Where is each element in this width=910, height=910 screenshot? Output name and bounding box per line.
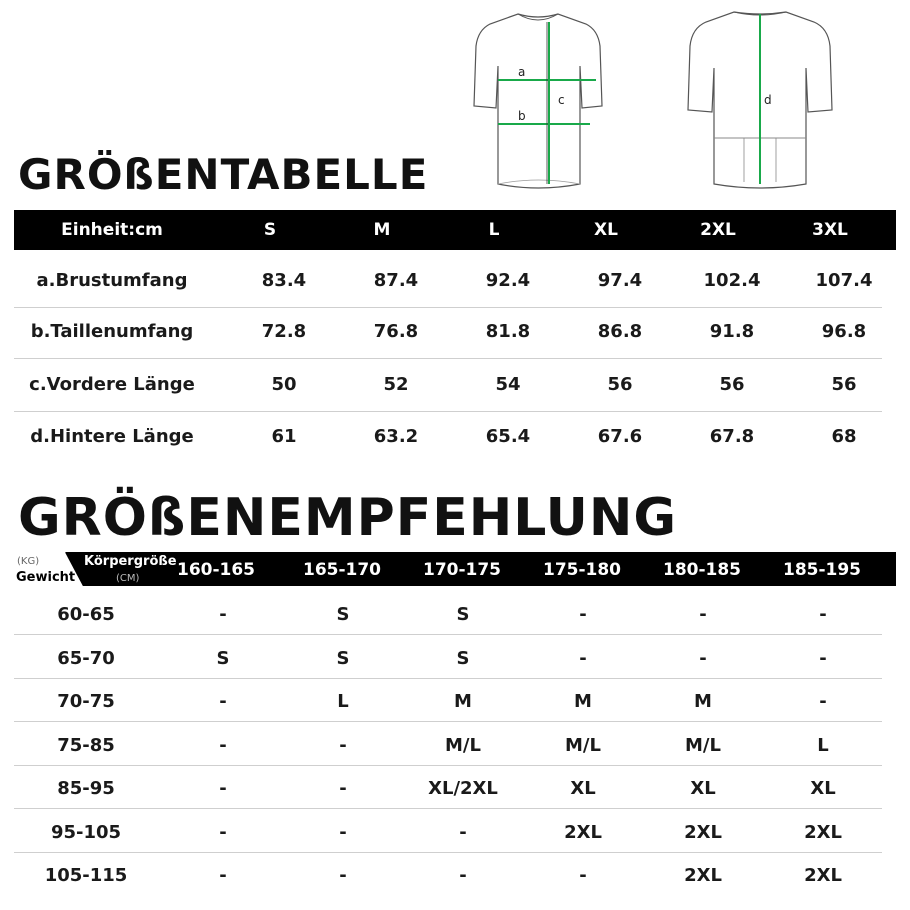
measurement-value: 68 — [831, 426, 857, 447]
measurement-value: 50 — [271, 374, 297, 395]
recommended-size: M/L — [685, 734, 721, 756]
measurement-value: 67.8 — [709, 426, 755, 447]
recommendation-row — [14, 810, 896, 853]
recommended-size: M — [694, 691, 712, 712]
weight-range: 75-85 — [57, 734, 115, 756]
size-chart-row — [14, 360, 896, 412]
recommended-size: S — [336, 647, 350, 669]
height-header: 165-170 — [302, 560, 382, 580]
recommended-size: XL — [810, 778, 836, 799]
recommended-size: - — [219, 821, 227, 843]
recommended-size: - — [579, 604, 587, 625]
recommended-size: - — [819, 647, 827, 669]
measurement-value: 102.4 — [703, 270, 761, 291]
jersey-front-outline — [474, 14, 602, 188]
recommendation-row — [14, 723, 896, 766]
measurement-value: 87.4 — [373, 270, 419, 291]
recommendation-row — [14, 636, 896, 679]
recommended-size: 2XL — [804, 865, 842, 886]
weight-range: 95-105 — [50, 821, 122, 843]
label-b: b — [518, 109, 526, 123]
recommended-size: 2XL — [684, 865, 722, 886]
recommended-size: S — [216, 647, 230, 669]
recommended-size: - — [339, 865, 347, 886]
size-chart-row — [14, 256, 896, 308]
measurement-label: d.Hintere Länge — [30, 426, 194, 447]
size-chart-title: GRÖßENTABELLE — [18, 150, 429, 199]
weight-label: Gewicht — [16, 570, 76, 585]
recommended-size: - — [219, 778, 227, 799]
recommended-size: 2XL — [564, 821, 602, 843]
measurement-label: a.Brustumfang — [36, 270, 188, 291]
measurement-value: 54 — [495, 374, 521, 395]
measurement-value: 76.8 — [373, 321, 419, 342]
measurement-value: 63.2 — [373, 426, 419, 447]
recommended-size: - — [339, 734, 347, 756]
measurement-value: 61 — [271, 426, 297, 447]
measurement-label: c.Vordere Länge — [29, 374, 195, 395]
height-label: Körpergröße — [84, 554, 177, 569]
weight-range: 105-115 — [44, 865, 128, 886]
recommended-size: S — [456, 647, 470, 669]
measurement-value: 81.8 — [485, 321, 531, 342]
height-unit-label: (CM) — [116, 573, 140, 584]
height-header: 160-165 — [176, 560, 256, 580]
measurement-value: 97.4 — [597, 270, 643, 291]
recommended-size: XL/2XL — [428, 778, 498, 799]
recommended-size: - — [579, 865, 587, 886]
weight-range: 85-95 — [57, 778, 115, 799]
size-header: M — [373, 220, 391, 240]
height-header: 185-195 — [782, 560, 862, 580]
size-chart-header — [14, 210, 896, 250]
recommended-size: - — [339, 778, 347, 799]
size-chart-row — [14, 307, 896, 359]
measurement-value: 56 — [719, 374, 745, 395]
weight-range: 70-75 — [57, 691, 115, 712]
recommendation-row — [14, 766, 896, 809]
recommendation-row — [14, 679, 896, 722]
recommended-size: - — [459, 821, 467, 843]
measurement-value: 91.8 — [709, 321, 755, 342]
label-d: d — [764, 93, 772, 107]
recommended-size: - — [459, 865, 467, 886]
recommended-size: L — [817, 734, 829, 756]
measurement-value: 92.4 — [485, 270, 531, 291]
measurement-value: 65.4 — [485, 426, 531, 447]
size-chart-row — [14, 412, 896, 464]
height-header: 175-180 — [542, 560, 622, 580]
recommended-size: XL — [690, 778, 716, 799]
measurement-value: 52 — [383, 374, 409, 395]
measurement-label: b.Taillenumfang — [30, 321, 194, 342]
recommended-size: - — [699, 604, 707, 625]
recommended-size: - — [219, 734, 227, 756]
measurement-value: 86.8 — [597, 321, 643, 342]
row-divider — [14, 358, 882, 359]
size-recommendation-title: GRÖßENEMPFEHLUNG — [18, 488, 678, 548]
height-header: 180-185 — [662, 560, 742, 580]
size-header: 3XL — [812, 220, 848, 240]
recommended-size: S — [456, 604, 470, 625]
measurement-value: 107.4 — [815, 270, 873, 291]
corner-cell — [14, 552, 194, 586]
measurement-value: 67.6 — [597, 426, 643, 447]
measurement-value: 72.8 — [261, 321, 307, 342]
recommended-size: - — [579, 647, 587, 669]
recommended-size: S — [336, 604, 350, 625]
recommended-size: L — [337, 691, 349, 712]
recommended-size: M/L — [565, 734, 601, 756]
jersey-back-diagram — [680, 6, 840, 196]
recommended-size: - — [219, 691, 227, 712]
recommendation-row — [14, 592, 896, 635]
label-a: a — [518, 65, 526, 79]
size-header: S — [263, 220, 277, 240]
recommended-size: 2XL — [684, 821, 722, 843]
recommended-size: - — [819, 604, 827, 625]
recommended-size: - — [219, 865, 227, 886]
measurement-value: 56 — [607, 374, 633, 395]
weight-range: 65-70 — [57, 647, 115, 669]
measurement-value: 56 — [831, 374, 857, 395]
measurement-value: 83.4 — [261, 270, 307, 291]
jersey-front-diagram — [468, 6, 608, 196]
recommended-size: - — [699, 647, 707, 669]
size-header: XL — [594, 220, 618, 240]
weight-range: 60-65 — [57, 604, 115, 625]
label-c: c — [558, 93, 565, 107]
recommended-size: - — [339, 821, 347, 843]
size-header: L — [488, 220, 500, 240]
recommended-size: M/L — [445, 734, 481, 756]
measurement-value: 96.8 — [821, 321, 867, 342]
height-header: 170-175 — [422, 560, 502, 580]
recommendation-row — [14, 853, 896, 896]
size-header: 2XL — [700, 220, 736, 240]
recommended-size: M — [454, 691, 472, 712]
recommended-size: - — [819, 691, 827, 712]
recommended-size: 2XL — [804, 821, 842, 843]
recommended-size: M — [574, 691, 592, 712]
recommended-size: XL — [570, 778, 596, 799]
weight-unit-label: (KG) — [17, 556, 40, 567]
unit-label: Einheit:cm — [61, 220, 163, 240]
recommended-size: - — [219, 604, 227, 625]
